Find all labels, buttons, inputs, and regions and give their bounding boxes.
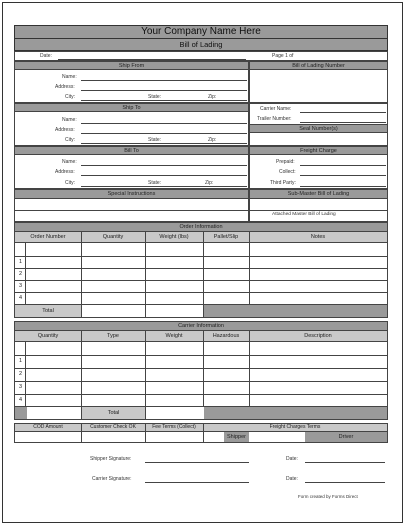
bill-to-city-field[interactable] — [81, 186, 247, 187]
ship-from-city-label: City: — [65, 94, 75, 100]
cod-amount-label: COD Amount — [33, 424, 63, 430]
carrier-row-number: 2 — [19, 371, 23, 377]
ship-from-address-label: Address: — [55, 84, 75, 90]
col-weight: Weight (lbs) — [159, 234, 189, 240]
attached-master-bol-note: Attached Master Bill of Lading — [272, 212, 336, 217]
bill-to-header: Bill To — [14, 146, 249, 155]
bill-to-address-label: Address: — [55, 169, 75, 175]
carrier-col-divider-4 — [249, 331, 250, 407]
carrier-total-divider — [145, 407, 146, 420]
col-quantity: Quantity — [102, 234, 124, 240]
ship-to-address-field[interactable] — [81, 133, 247, 134]
shipper-signature-label: Shipper Signature: — [90, 456, 132, 462]
carrier-info-header: Carrier Information — [14, 321, 388, 331]
order-row-line — [15, 268, 387, 269]
bill-to-zip-label: Zip: — [205, 180, 214, 186]
carrier-total-shaded-right — [204, 407, 387, 419]
ship-from-header: Ship From — [14, 61, 249, 70]
bill-to-name-field[interactable] — [81, 165, 247, 166]
carrier-row-number: 1 — [19, 358, 23, 364]
carrier-row-line — [15, 394, 387, 395]
ship-from-name-field[interactable] — [81, 80, 247, 81]
ship-to-city-field[interactable] — [81, 143, 247, 144]
bill-to-state-label: State: — [148, 180, 162, 186]
collect-label: Collect: — [279, 169, 296, 175]
order-total-label: Total — [42, 308, 54, 314]
order-col-divider-2 — [145, 232, 146, 318]
order-row-number: 4 — [19, 295, 23, 301]
order-col-divider-1 — [81, 232, 82, 318]
cod-divider-1 — [81, 424, 82, 443]
prepaid-field[interactable] — [300, 165, 386, 166]
shipper-date-field[interactable] — [305, 462, 385, 463]
order-row-number: 2 — [19, 271, 23, 277]
carrier-row-number: 4 — [19, 397, 23, 403]
order-num-divider — [25, 243, 26, 305]
col-carrier-quantity: Quantity — [37, 333, 59, 339]
ship-to-address-label: Address: — [55, 127, 75, 133]
order-row-line — [15, 292, 387, 293]
carrier-signature-field[interactable] — [145, 482, 249, 483]
carrier-row-line — [15, 368, 387, 369]
ship-to-header: Ship To — [14, 103, 249, 112]
fee-terms-label: Fee Terms (Collect) — [152, 424, 196, 430]
ship-from-city-field[interactable] — [81, 100, 247, 101]
third-party-label: Third Party: — [270, 180, 296, 186]
date-label: Date: — [40, 53, 52, 59]
special-instructions-header: Special Instructions — [14, 189, 249, 199]
collect-field[interactable] — [300, 175, 386, 176]
shipper-date-label: Date: — [286, 456, 298, 462]
bill-to-address-field[interactable] — [81, 175, 247, 176]
carrier-col-divider-3 — [203, 331, 204, 407]
col-notes: Notes — [310, 234, 326, 240]
company-name: Your Company Name Here — [14, 25, 388, 39]
carrier-row-line — [15, 355, 387, 356]
col-carrier-weight: Weight — [165, 333, 183, 339]
trailer-number-field[interactable] — [300, 122, 386, 123]
ship-to-state-label: State: — [148, 137, 162, 143]
third-party-field[interactable] — [300, 186, 386, 187]
order-row-number: 3 — [19, 283, 23, 289]
order-row-number: 1 — [19, 259, 23, 265]
carrier-date-field[interactable] — [305, 482, 385, 483]
col-carrier-type: Type — [107, 333, 119, 339]
ship-to-zip-label: Zip: — [208, 137, 217, 143]
footer-credit: Form created by Forms Direct — [298, 494, 358, 499]
col-carrier-hazardous: Hazardous — [212, 333, 240, 339]
ship-from-address-field[interactable] — [81, 90, 247, 91]
carrier-name-label: Carrier Name: — [260, 106, 292, 112]
master-bol-header: Sub-Master Bill of Lading — [249, 189, 388, 199]
ship-from-name-label: Name: — [62, 74, 77, 80]
order-total-shaded — [204, 305, 387, 317]
carrier-name-field[interactable] — [300, 112, 386, 113]
carrier-col-divider-2 — [145, 331, 146, 407]
ship-from-state-label: State: — [148, 94, 162, 100]
special-instructions-line — [15, 210, 248, 211]
shipper-signature-field[interactable] — [145, 462, 249, 463]
carrier-num-divider — [25, 342, 26, 406]
col-order-number: Order Number — [30, 234, 66, 240]
order-row-line — [15, 280, 387, 281]
shipper-label: Shipper — [227, 434, 246, 440]
ship-from-zip-label: Zip: — [208, 94, 217, 100]
freight-charges-terms-label: Freight Charges Terms — [269, 424, 321, 430]
seal-numbers-header: Seal Number(s) — [249, 124, 388, 133]
trailer-number-label: Trailer Number: — [257, 116, 292, 122]
cod-divider-3 — [203, 424, 204, 443]
bill-to-city-label: City: — [65, 180, 75, 186]
driver-label: Driver — [338, 434, 354, 440]
prepaid-label: Prepaid: — [276, 159, 295, 165]
carrier-date-label: Date: — [286, 476, 298, 482]
cod-divider-2 — [145, 424, 146, 443]
carrier-signature-label: Carrier Signature: — [92, 476, 132, 482]
carrier-total-label: Total — [107, 410, 120, 416]
date-field[interactable] — [58, 59, 246, 60]
ship-to-name-label: Name: — [62, 117, 77, 123]
col-carrier-description: Description — [304, 333, 332, 339]
order-info-header: Order Information — [14, 222, 388, 232]
document-title: Bill of Lading — [14, 39, 388, 51]
bol-number-header: Bill of Lading Number — [249, 61, 388, 70]
order-row-line — [15, 256, 387, 257]
master-bol-line — [250, 210, 387, 211]
carrier-row-number: 3 — [19, 384, 23, 390]
freight-charge-header: Freight Charge — [249, 146, 388, 155]
col-pallet-slip: Pallet/Slip — [213, 234, 239, 240]
ship-to-name-field[interactable] — [81, 123, 247, 124]
customer-check-label: Customer Check OK — [90, 424, 136, 430]
page-label: Page 1 of — [272, 53, 294, 59]
bill-to-name-label: Name: — [62, 159, 77, 165]
carrier-row-line — [15, 381, 387, 382]
ship-to-city-label: City: — [65, 137, 75, 143]
carrier-total-shaded-left — [15, 407, 27, 419]
